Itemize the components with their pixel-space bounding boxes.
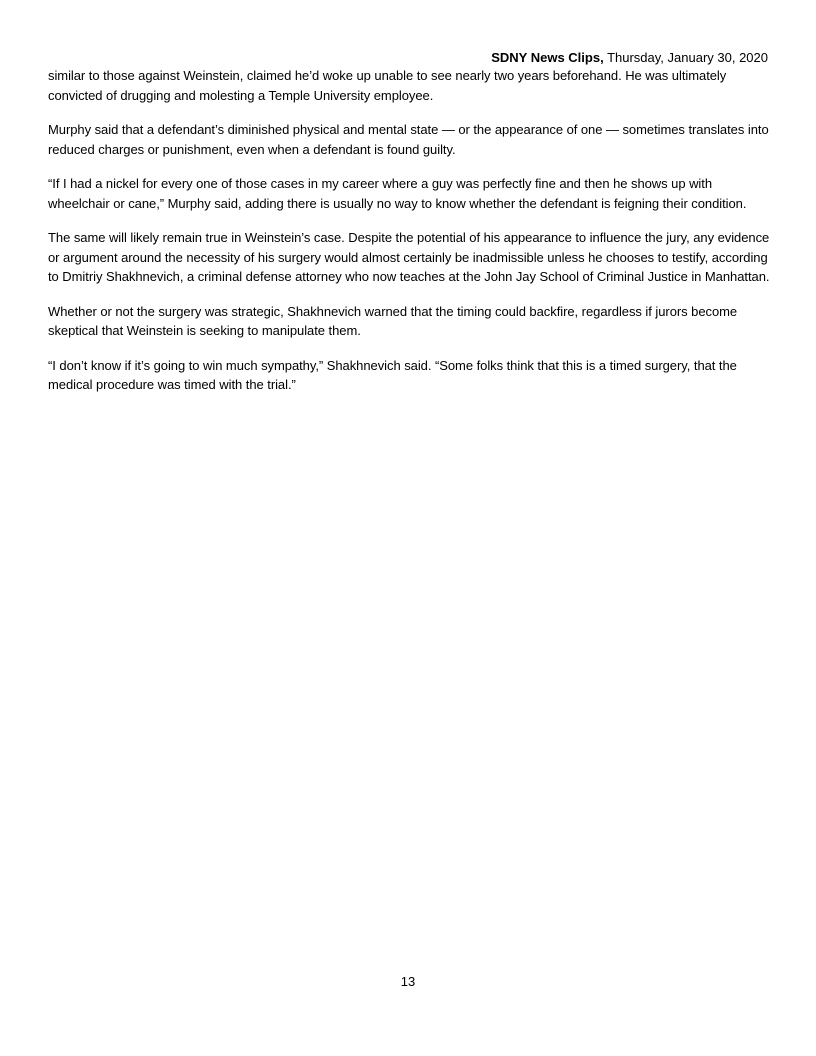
paragraph: Murphy said that a defendant’s diminished physical and mental state — or the appearance of one — sometimes translates into reduced charges or punishment, even when a defendant is found guilty. <box>48 122 769 157</box>
paragraph: “I don’t know if it’s going to win much sympathy,” Shakhnevich said. “Some folks think that this is a timed surgery, that the medical procedure was timed with the trial.” <box>48 357 737 392</box>
paragraph: The same will likely remain true in Weinstein’s case. Despite the potential of his appearance to influence the jury, any evidence or argument around the necessity of his surgery would almost certainly be inadmissible unless he chooses to testify, according to Dmitriy Shakhnevich, a criminal defense attorney who now teaches at the John Jay School of Criminal Justice in Manhattan. <box>48 230 770 284</box>
page-number: 13 <box>400 974 416 989</box>
header-date: Thursday, January 30, 2020 <box>607 50 768 65</box>
publication-name: SDNY News Clips, <box>491 50 604 65</box>
paragraph: Whether or not the surgery was strategic, Shakhnevich warned that the timing could backfire, regardless if jurors become skeptical that Weinstein is seeking to manipulate them. <box>48 303 738 338</box>
paragraph: similar to those against Weinstein, claimed he’d woke up unable to see nearly two years beforehand. He was ultimately convicted of drugging and molesting a Temple University employee. <box>48 68 727 103</box>
paragraph: “If I had a nickel for every one of those cases in my career where a guy was perfectly fine and then he shows up with wheelchair or cane,” Murphy said, adding there is usually no way to know whether the defendant is feigning their condition. <box>48 176 747 211</box>
page-header <box>491 49 768 67</box>
article-body <box>48 66 770 410</box>
